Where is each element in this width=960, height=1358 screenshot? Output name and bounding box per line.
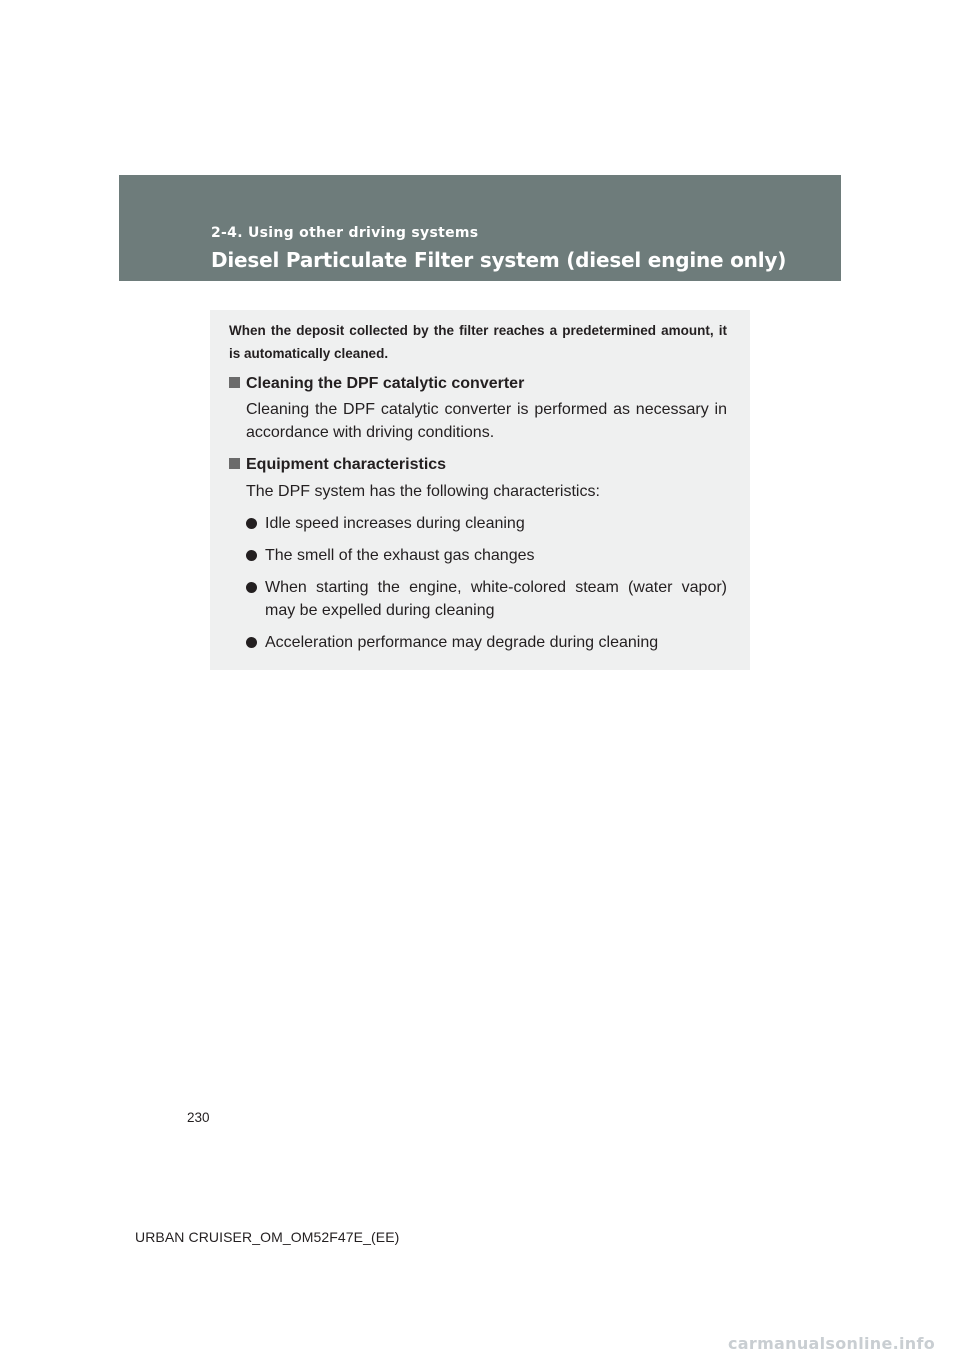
round-bullet-icon bbox=[246, 637, 257, 648]
list-item: The smell of the exhaust gas changes bbox=[246, 544, 727, 567]
list-item: Idle speed increases during cleaning bbox=[246, 512, 727, 535]
document-code: URBAN CRUISER_OM_OM52F47E_(EE) bbox=[135, 1229, 400, 1245]
section-body-equipment: The DPF system has the following characteristics: bbox=[246, 483, 600, 500]
intro-text: When the deposit collected by the filter reaches a predetermined amount, it is automatically cleaned. bbox=[229, 323, 727, 361]
round-bullet-icon bbox=[246, 582, 257, 593]
section-label: 2-4. Using other driving systems bbox=[211, 225, 479, 241]
section-heading-equipment: Equipment characteristics bbox=[229, 454, 446, 476]
section-heading-cleaning: Cleaning the DPF catalytic converter bbox=[229, 373, 524, 395]
page-title: Diesel Particulate Filter system (diesel engine only) bbox=[211, 248, 787, 272]
square-bullet-icon bbox=[229, 377, 240, 388]
round-bullet-icon bbox=[246, 550, 257, 561]
page-number: 230 bbox=[187, 1110, 210, 1125]
section-body-cleaning: Cleaning the DPF catalytic converter is performed as necessary in accordance with driving conditions. bbox=[246, 401, 727, 441]
list-item: When starting the engine, white-colored steam (water vapor) may be expelled during cleaning bbox=[246, 576, 727, 622]
list-item: Acceleration performance may degrade during cleaning bbox=[246, 631, 727, 654]
watermark: carmanualsonline.info bbox=[728, 1334, 936, 1353]
round-bullet-icon bbox=[246, 518, 257, 529]
square-bullet-icon bbox=[229, 458, 240, 469]
